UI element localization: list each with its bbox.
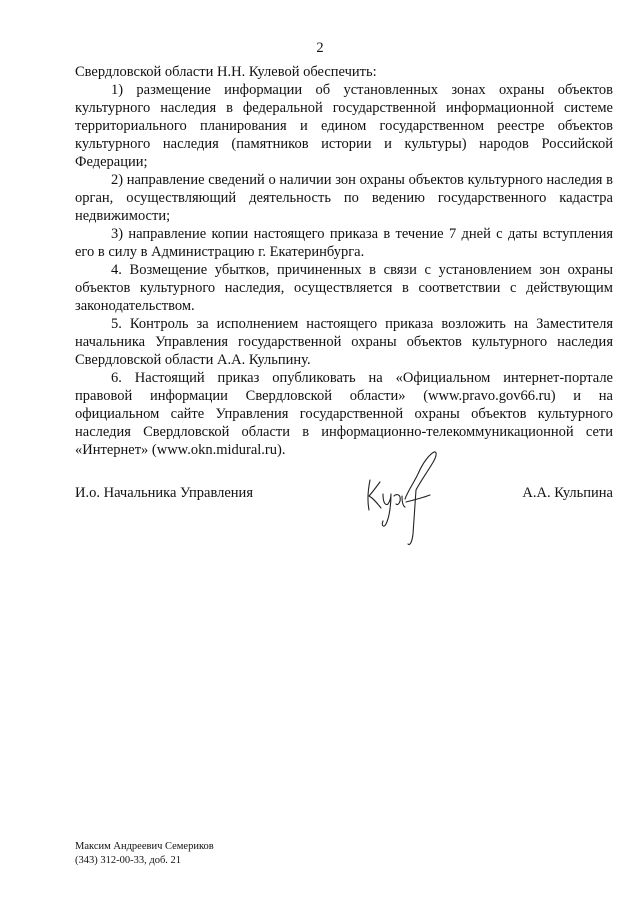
handwritten-signature [358, 444, 448, 554]
executor-name: Максим Андреевич Семериков [75, 841, 214, 852]
paragraph-clause-6: 6. Настоящий приказ опубликовать на «Официальном интернет-портале правовой информации Свердловской области» (www.pravo.gov66.ru) и на официальном сайте Управления государственной охраны объектов культурного наследия Свердловской области в информационно-телекоммуникационной сети «Интернет» (www.okn.midural.ru). [75, 370, 613, 458]
paragraph-item-2: 2) направление сведений о наличии зон охраны объектов культурного наследия в орган, осуществляющий деятельность по ведению государственного кадастра недвижимости; [75, 172, 613, 224]
executor-footer [75, 840, 214, 867]
paragraph-clause-4: 4. Возмещение убытков, причиненных в связи с установлением зон охраны объектов культурного наследия, осуществляется в соответствии с действующим законодательством. [75, 262, 613, 314]
signature-block [75, 484, 613, 504]
executor-phone: (343) 312-00-33, доб. 21 [75, 854, 182, 866]
paragraph-item-3: 3) направление копии настоящего приказа в течение 7 дней с даты вступления его в силу в Администрацию г. Екатеринбурга. [75, 226, 613, 260]
signer-name: А.А. Кульпина [522, 485, 613, 501]
paragraph-item-1: 1) размещение информации об установленных зонах охраны объектов культурного наследия в федеральной государственной информационной системе территориального планирования и едином государственном реестре объектов культурного наследия (памятников истории и культуры) народов Российской Федерации; [75, 82, 613, 170]
signer-title: И.о. Начальника Управления [75, 485, 253, 501]
page-number: 2 [316, 40, 324, 56]
document-body [75, 63, 613, 459]
paragraph-intro: Свердловской области Н.Н. Кулевой обеспечить: [75, 64, 377, 80]
paragraph-clause-5: 5. Контроль за исполнением настоящего приказа возложить на Заместителя начальника Управления государственной охраны объектов культурного наследия Свердловской области А.А. Кульпину. [75, 316, 613, 368]
